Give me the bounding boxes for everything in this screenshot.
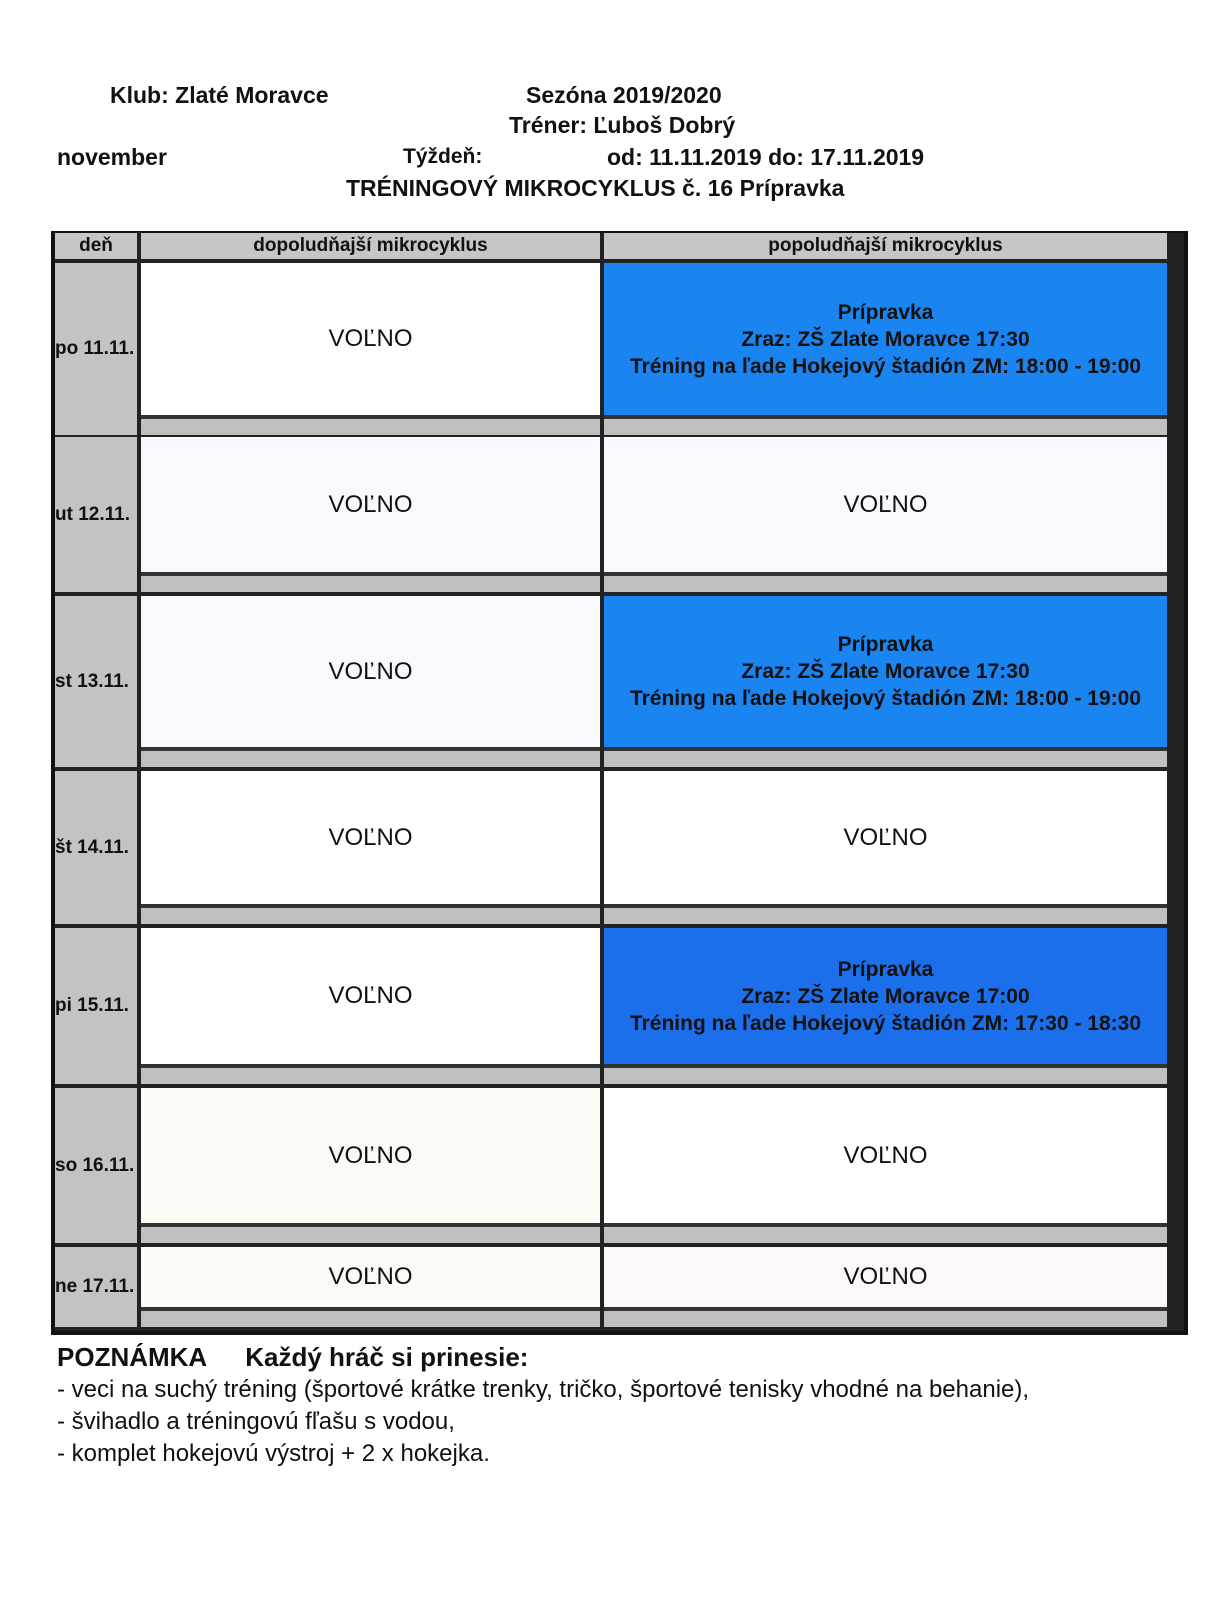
- afternoon-cell: [604, 1088, 1167, 1225]
- day-label: ne 17.11.: [55, 1276, 135, 1297]
- morning-text: VOĽNO: [328, 823, 413, 851]
- row-spacer: [141, 1309, 600, 1327]
- session-line: Zraz: ZŠ Zlate Moravce 17:00: [741, 984, 1030, 1008]
- session-line: Prípravka: [837, 300, 934, 324]
- day-cell: [55, 437, 137, 592]
- morning-text: VOĽNO: [328, 982, 413, 1009]
- row-spacer: [141, 906, 600, 924]
- training-session-details: [630, 956, 1141, 1037]
- schedule-table: [51, 231, 1188, 1335]
- morning-text: VOĽNO: [328, 1141, 413, 1169]
- day-cell: [55, 771, 137, 924]
- session-line: Tréning na ľade Hokejový štadión ZM: 18:00 - 19:00: [629, 354, 1142, 378]
- week-label: Týždeň:: [403, 145, 483, 168]
- row-spacer: [141, 417, 600, 435]
- session-line: Prípravka: [837, 633, 934, 656]
- training-session-cell: [604, 263, 1167, 417]
- day-cell: [55, 1088, 137, 1243]
- morning-cell: [141, 596, 600, 749]
- day-label: pi 15.11.: [55, 995, 129, 1016]
- day-label: št 14.11.: [55, 836, 129, 858]
- coach: Tréner: Ľuboš Dobrý: [509, 112, 736, 138]
- month: november: [57, 144, 167, 170]
- training-session-details: [630, 631, 1141, 712]
- note-line: - švihadlo a tréningovú fľašu s vodou,: [57, 1408, 455, 1435]
- morning-cell: [141, 928, 600, 1066]
- row-spacer: [604, 574, 1167, 592]
- note-heading: Každý hráč si prinesie:: [245, 1342, 529, 1372]
- row-spacer: [604, 749, 1167, 767]
- afternoon-text: VOĽNO: [843, 1263, 928, 1290]
- morning-cell: [141, 771, 600, 906]
- day-label: so 16.11.: [55, 1154, 135, 1176]
- morning-text: VOĽNO: [328, 325, 413, 352]
- day-label: po 11.11.: [55, 338, 135, 359]
- session-line: Zraz: ZŠ Zlate Moravce 17:30: [741, 660, 1030, 683]
- day-label: ut 12.11.: [55, 503, 130, 525]
- header-morning: dopoludňajší mikrocyklus: [141, 233, 600, 259]
- row-spacer: [604, 1309, 1167, 1327]
- training-session-cell: [604, 928, 1167, 1066]
- row-spacer: [604, 1066, 1167, 1084]
- day-cell: [55, 596, 137, 767]
- session-line: Tréning na ľade Hokejový štadión ZM: 17:30 - 18:30: [629, 1011, 1142, 1035]
- afternoon-text: VOĽNO: [843, 490, 928, 518]
- morning-text: VOĽNO: [328, 490, 413, 518]
- day-cell: [55, 928, 137, 1084]
- row-spacer: [141, 749, 600, 767]
- afternoon-text: VOĽNO: [843, 823, 928, 851]
- session-line: Zraz: ZŠ Zlate Moravce 17:30: [741, 327, 1030, 351]
- page-title: TRÉNINGOVÝ MIKROCYKLUS č. 16 Prípravka: [346, 175, 845, 201]
- session-line: Tréning na ľade Hokejový štadión ZM: 18:00 - 19:00: [629, 687, 1142, 710]
- training-session-details: [630, 299, 1141, 380]
- morning-cell: [141, 1247, 600, 1309]
- afternoon-cell: [604, 1247, 1167, 1309]
- afternoon-cell: [604, 437, 1167, 574]
- club-name: Klub: Zlaté Moravce: [110, 82, 329, 108]
- row-spacer: [141, 1225, 600, 1243]
- morning-text: VOĽNO: [328, 1263, 413, 1290]
- header-day: deň: [55, 233, 137, 259]
- morning-cell: [141, 1088, 600, 1225]
- row-spacer: [141, 574, 600, 592]
- session-line: Prípravka: [837, 957, 934, 981]
- day-label: st 13.11.: [55, 670, 129, 692]
- row-spacer: [604, 1225, 1167, 1243]
- day-cell: [55, 1247, 137, 1327]
- note-line: - veci na suchý tréning (športové krátke trenky, tričko, športové tenisky vhodné na behanie),: [57, 1376, 1030, 1403]
- morning-cell: [141, 263, 600, 417]
- morning-cell: [141, 437, 600, 574]
- note-section: [57, 1340, 1177, 1470]
- afternoon-cell: [604, 771, 1167, 906]
- morning-text: VOĽNO: [328, 657, 413, 685]
- row-spacer: [141, 1066, 600, 1084]
- training-session-cell: [604, 596, 1167, 749]
- season: Sezóna 2019/2020: [526, 82, 722, 108]
- note-label: POZNÁMKA: [57, 1342, 208, 1372]
- row-spacer: [604, 906, 1167, 924]
- day-cell: [55, 263, 137, 435]
- date-range: od: 11.11.2019 do: 17.11.2019: [607, 144, 925, 170]
- row-spacer: [604, 417, 1167, 435]
- header-afternoon: popoludňajší mikrocyklus: [604, 233, 1167, 259]
- afternoon-text: VOĽNO: [843, 1141, 928, 1169]
- note-line: - komplet hokejovú výstroj + 2 x hokejka.: [57, 1440, 490, 1467]
